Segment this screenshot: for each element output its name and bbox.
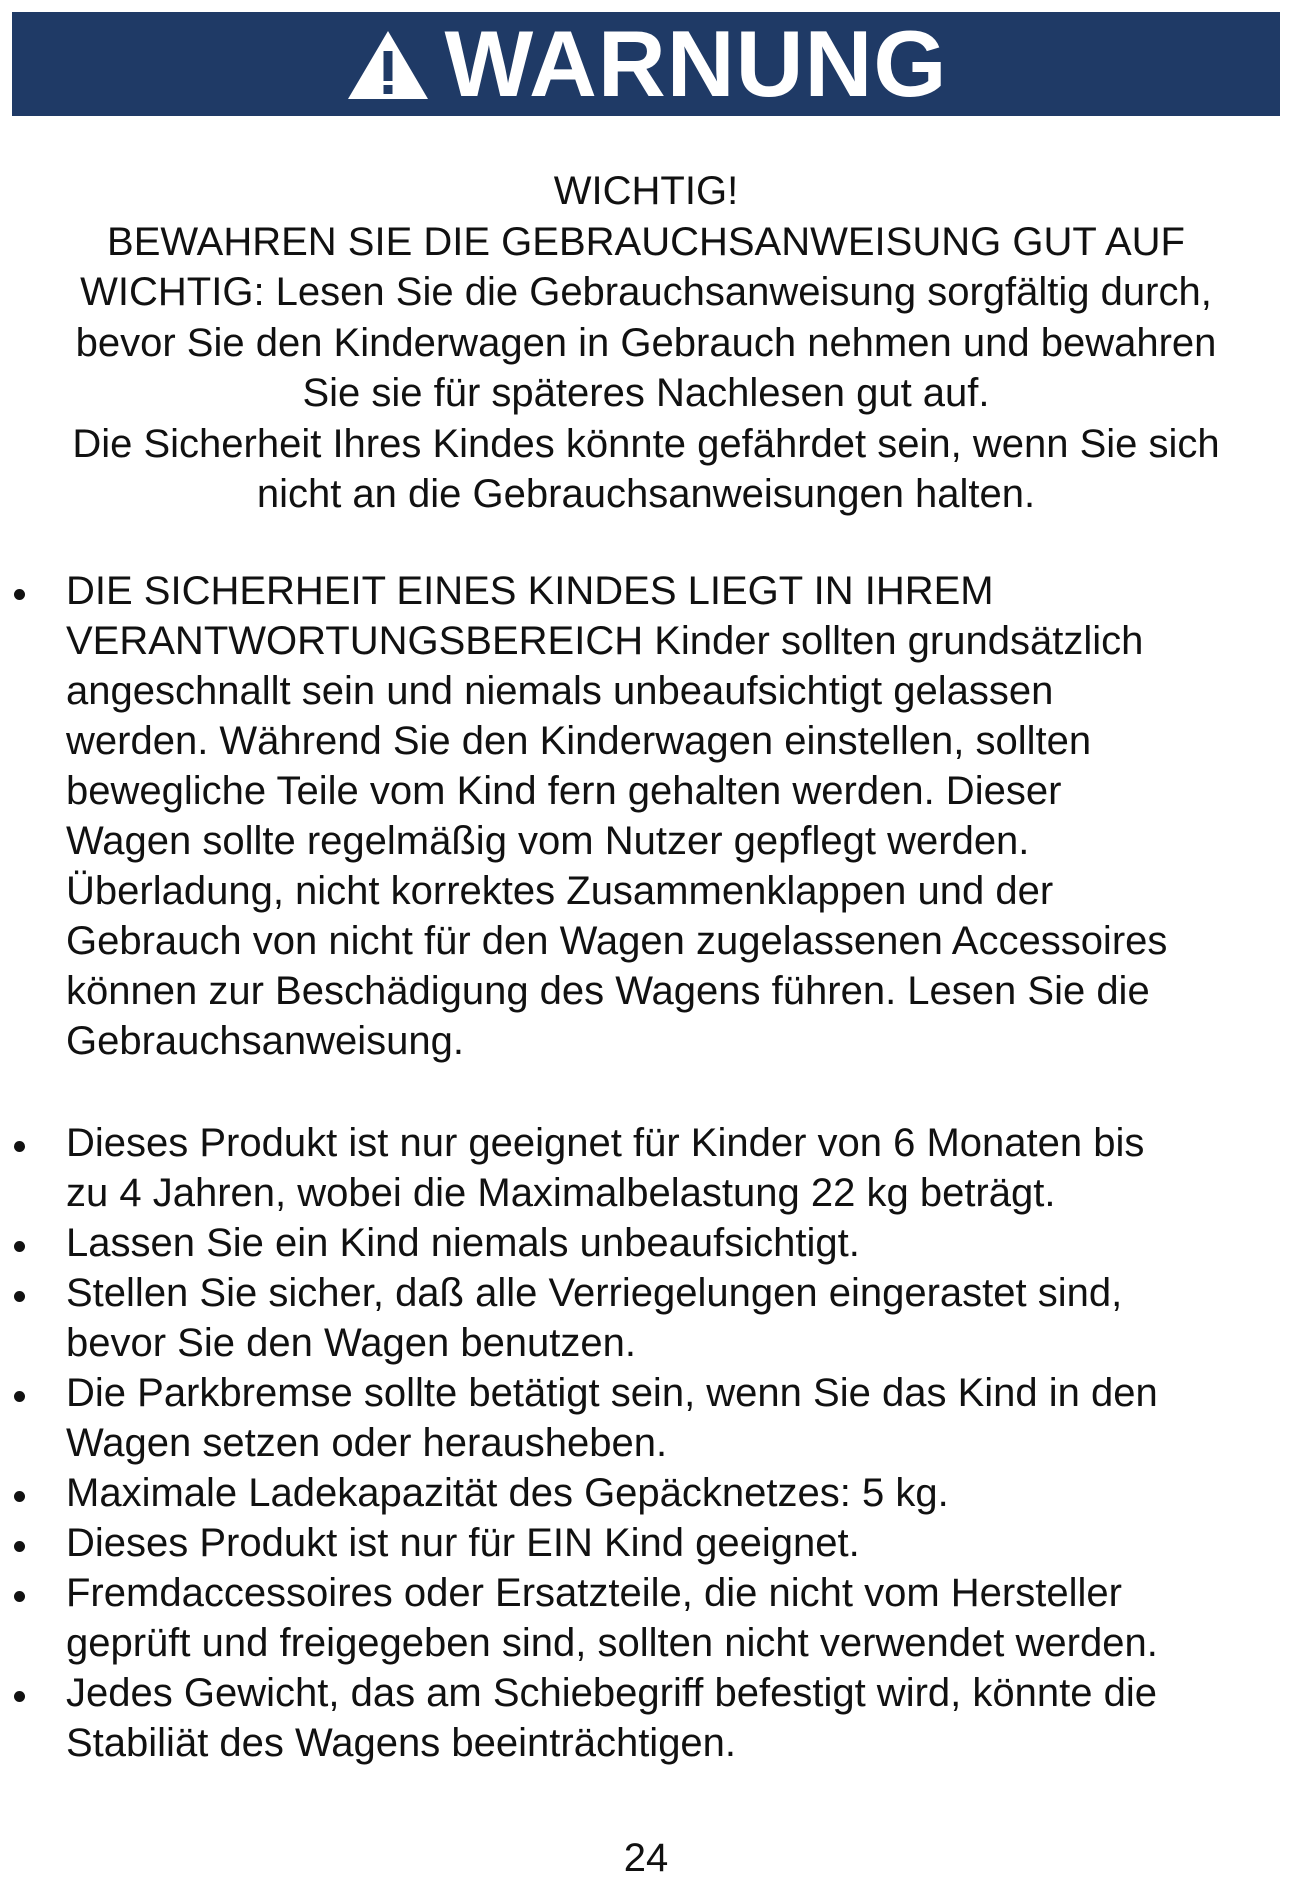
list-item (0, 1468, 1292, 1518)
intro-text (0, 166, 1292, 520)
list-item-line: angeschnallt sein und niemals unbeaufsichtigt gelassen (66, 669, 1054, 713)
list-item-line: VERANTWORTUNGSBEREICH Kinder sollten grundsätzlich (66, 619, 1144, 663)
list-item-line: Fremdaccessoires oder Ersatzteile, die nicht vom Hersteller (66, 1571, 1122, 1615)
list-item-line: Die Parkbremse sollte betätigt sein, wenn Sie das Kind in den (66, 1371, 1158, 1415)
list-item-line: Gebrauch von nicht für den Wagen zugelassenen Accessoires (66, 919, 1168, 963)
bullet-dot (14, 589, 25, 600)
intro-line: Die Sicherheit Ihres Kindes könnte gefährdet sein, wenn Sie sich (72, 421, 1220, 466)
bullet-dot (14, 1291, 25, 1302)
bullet-dot (14, 1491, 25, 1502)
bullet-dot (14, 1541, 25, 1552)
list-item (0, 1368, 1292, 1468)
list-item-line: Wagen setzen oder herausheben. (66, 1421, 668, 1465)
bullet-dot (14, 1391, 25, 1402)
list-item-line: Stabiliät des Wagens beeinträchtigen. (66, 1721, 737, 1765)
list-item (0, 1268, 1292, 1368)
list-item (0, 1218, 1292, 1268)
list-item-line: bevor Sie den Wagen benutzen. (66, 1321, 637, 1365)
list-item (0, 566, 1292, 1066)
list-item-line: zu 4 Jahren, wobei die Maximalbelastung 22 kg beträgt. (66, 1171, 1056, 1215)
warning-triangle-icon (344, 27, 432, 103)
intro-line: nicht an die Gebrauchsanweisungen halten. (256, 472, 1036, 516)
intro-line: BEWAHREN SIE DIE GEBRAUCHSANWEISUNG GUT AUF (107, 219, 1185, 264)
warning-banner-content (344, 11, 948, 116)
intro-line: WICHTIG! (553, 169, 739, 213)
list-item-line: bewegliche Teile vom Kind fern gehalten werden. Dieser (66, 769, 1062, 813)
list-item-line: Dieses Produkt ist nur geeignet für Kinder von 6 Monaten bis (66, 1121, 1145, 1165)
warning-title: WARNUNG (444, 11, 948, 116)
list-item-line: können zur Beschädigung des Wagens führen. Lesen Sie die (66, 969, 1150, 1013)
list-item (0, 1118, 1292, 1218)
warning-banner (12, 12, 1280, 116)
list-item-line: Lassen Sie ein Kind niemals unbeaufsichtigt. (66, 1221, 860, 1265)
list-item-line: Wagen sollte regelmäßig vom Nutzer gepflegt werden. (66, 819, 1030, 863)
warning-list (0, 566, 1292, 1768)
list-item (0, 1518, 1292, 1568)
list-item-line: Jedes Gewicht, das am Schiebegriff befestigt wird, könnte die (66, 1671, 1157, 1715)
bullet-dot (14, 1591, 25, 1602)
list-item-line: DIE SICHERHEIT EINES KINDES LIEGT IN IHREM (66, 569, 994, 613)
bullet-dot (14, 1241, 25, 1252)
list-item (0, 1568, 1292, 1668)
list-item-line: geprüft und freigegeben sind, sollten nicht verwendet werden. (66, 1621, 1158, 1665)
list-item-line: Überladung, nicht korrektes Zusammenklappen und der (66, 869, 1054, 913)
list-item-line: Maximale Ladekapazität des Gepäcknetzes: 5 kg. (66, 1471, 949, 1515)
page-number: 24 (623, 1836, 669, 1880)
list-item-line: Dieses Produkt ist nur für EIN Kind geeignet. (66, 1521, 860, 1565)
intro-line: WICHTIG: Lesen Sie die Gebrauchsanweisung sorgfältig durch, (80, 270, 1212, 314)
intro-line: Sie sie für späteres Nachlesen gut auf. (302, 371, 990, 415)
list-item-line: Stellen Sie sicher, daß alle Verriegelungen eingerastet sind, (66, 1271, 1123, 1315)
list-item (0, 1668, 1292, 1768)
intro-line: bevor Sie den Kinderwagen in Gebrauch nehmen und bewahren (75, 320, 1217, 365)
bullet-dot (14, 1691, 25, 1702)
list-item-line: Gebrauchsanweisung. (66, 1019, 465, 1063)
bullet-dot (14, 1141, 25, 1152)
list-item-line: werden. Während Sie den Kinderwagen einstellen, sollten (66, 719, 1092, 763)
